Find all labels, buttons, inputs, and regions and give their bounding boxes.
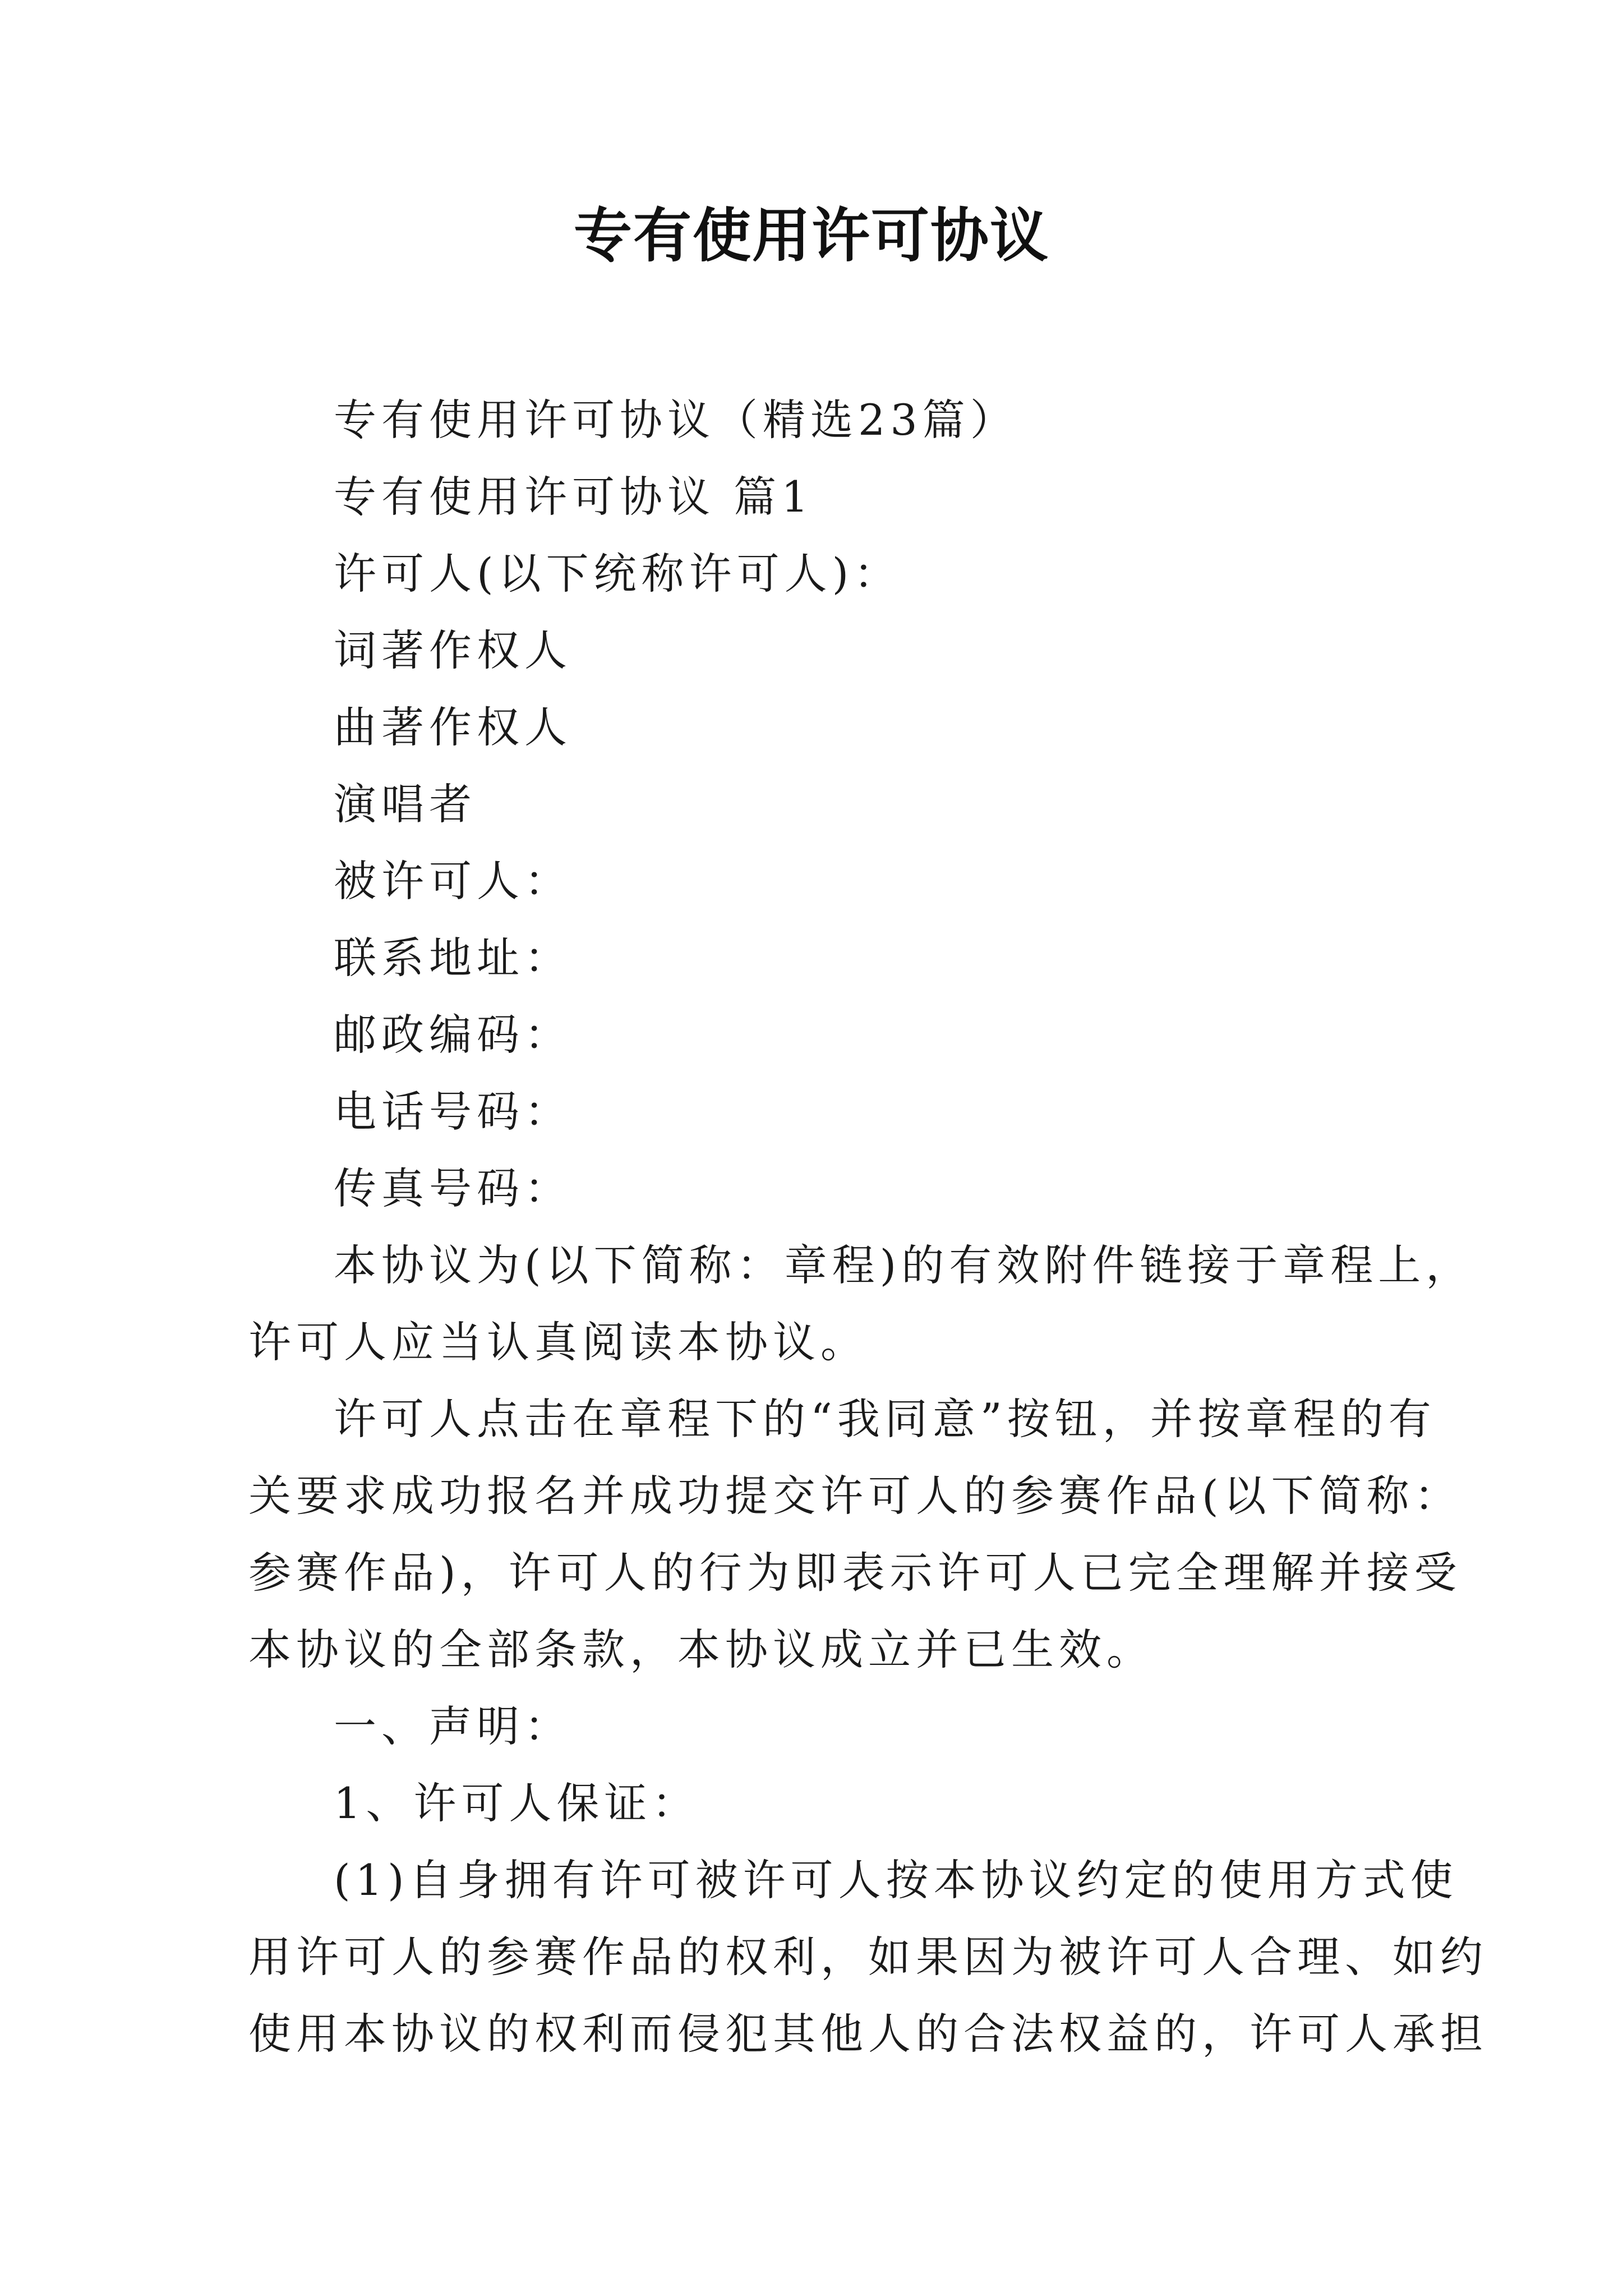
text-line: 用许可人的参赛作品的权利，如果因为被许可人合理、如约: [248, 1932, 1488, 1982]
text-line: 专有使用许可协议 篇1: [334, 472, 814, 522]
text-line: 传真号码：: [334, 1163, 572, 1213]
paragraph: [248, 996, 1393, 1073]
text-line: 关要求成功报名并成功提交许可人的参赛作品(以下简称：: [248, 1471, 1462, 1521]
paragraph: [248, 766, 1393, 843]
text-line: 被许可人：: [334, 856, 572, 906]
text-line: 演唱者: [334, 779, 477, 829]
text-line: 1、许可人保证：: [334, 1778, 700, 1828]
paragraph: [248, 919, 1393, 996]
text-line: 许可人(以下统称许可人)：: [334, 549, 902, 599]
paragraph: [248, 458, 1393, 535]
paragraph: [248, 1688, 1393, 1765]
text-line: 电话号码：: [334, 1087, 572, 1137]
text-line: 邮政编码：: [334, 1010, 572, 1060]
text-line: 本协议的全部条款，本协议成立并已生效。: [248, 1625, 1154, 1674]
text-line: 专有使用许可协议（精选23篇）: [334, 395, 1018, 445]
text-line: 许可人应当认真阅读本协议。: [248, 1317, 868, 1367]
paragraph: [248, 1227, 1474, 1381]
text-line: 本协议为(以下简称：章程)的有效附件链接于章程上，: [334, 1240, 1474, 1290]
paragraph: [248, 1381, 1462, 1688]
paragraph: [248, 843, 1393, 919]
paragraph: [248, 689, 1393, 766]
text-line: (1)自身拥有许可被许可人按本协议约定的使用方式使: [334, 1855, 1458, 1905]
text-line: 词著作权人: [334, 625, 572, 675]
paragraph: [248, 1765, 1393, 1842]
paragraph: [248, 1842, 1488, 2072]
text-line: 参赛作品)，许可人的行为即表示许可人已完全理解并接受: [248, 1548, 1462, 1598]
paragraph: [248, 381, 1393, 458]
paragraph: [248, 1073, 1393, 1150]
document-body: [248, 381, 1488, 2072]
text-line: 曲著作权人: [334, 702, 572, 752]
text-line: 联系地址：: [334, 933, 572, 983]
paragraph: [248, 1150, 1393, 1227]
text-line: 一、声明：: [334, 1701, 572, 1751]
text-line: 许可人点击在章程下的“我同意”按钮，并按章程的有: [334, 1394, 1436, 1444]
document-title: 专有使用许可协议: [573, 201, 1049, 270]
text-line: 使用本协议的权利而侵犯其他人的合法权益的，许可人承担: [248, 2009, 1488, 2059]
paragraph: [248, 612, 1393, 689]
paragraph: [248, 535, 1393, 612]
